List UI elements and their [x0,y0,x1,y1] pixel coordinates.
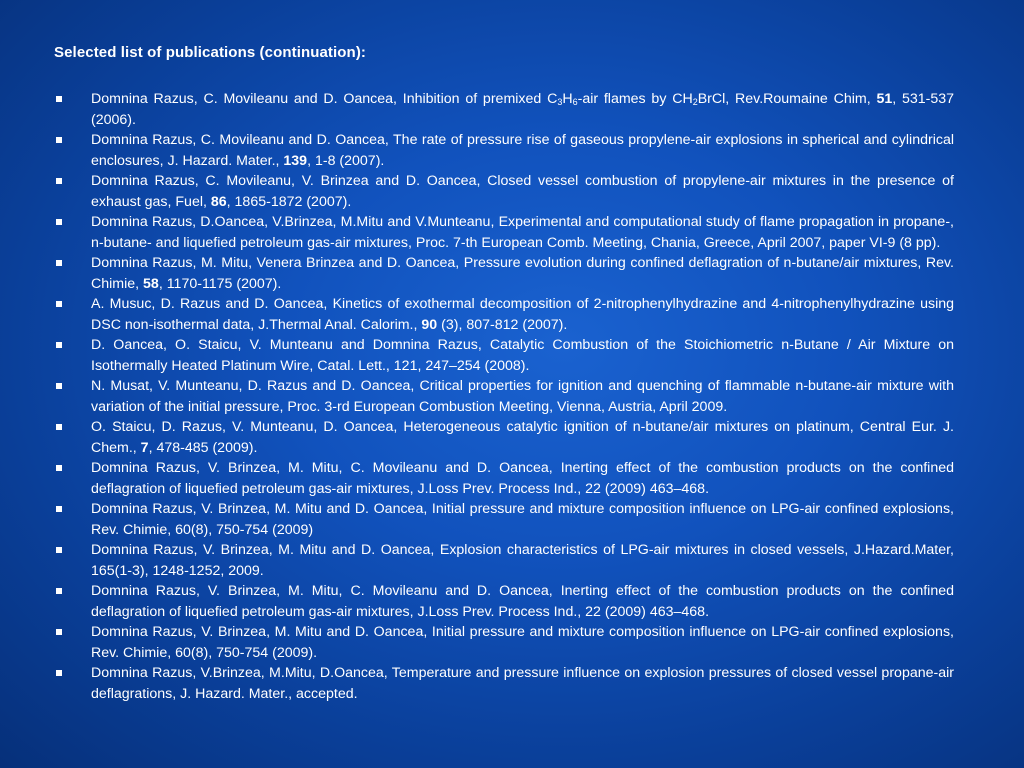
publication-text: Domnina Razus, D.Oancea, V.Brinzea, M.Mitu and V.Munteanu, Experimental and computational study of flame propagation in propane-, n-butane- and liquefied petroleum gas-air mixtures, Proc. 7-th European Comb. Meeting, Chania, Greece, April 2007, paper VI-9 (8 pp). [91,214,954,251]
volume-number: 90 [421,316,438,333]
publication-list [54,89,954,704]
list-item [54,253,954,294]
bullet-icon [56,301,62,307]
publication-text: N. Musat, V. Munteanu, D. Razus and D. Oancea, Critical properties for ignition and quenching of flammable n-butane-air mixture with variation of the initial pressure, Proc. 3-rd European Combustion Meeting, Vienna, Austria, April 2009. [91,378,954,415]
bullet-icon [56,96,62,102]
list-item [54,294,954,335]
bullet-icon [56,465,62,471]
bullet-icon [56,547,62,553]
bullet-icon [56,137,62,143]
publication-text: Domnina Razus, V. Brinzea, M. Mitu and D. Oancea, Explosion characteristics of LPG-air mixtures in closed vessels, J.Hazard.Mater, 165(1-3), 1248-1252, 2009. [91,542,954,579]
publication-text: D. Oancea, O. Staicu, V. Munteanu and Domnina Razus, Catalytic Combustion of the Stoichiometric n-Butane / Air Mixture on Isothermally Heated Platinum Wire, Catal. Lett., 121, 247–254 (2008). [91,337,954,374]
publication-text: Domnina Razus, V. Brinzea, M. Mitu and D. Oancea, Initial pressure and mixture composition influence on LPG-air confined explosions, Rev. Chimie, 60(8), 750-754 (2009). [91,624,954,661]
volume-number: 7 [140,439,149,456]
publication-text: Domnina Razus, C. Movileanu, V. Brinzea and D. Oancea, Closed vessel combustion of propylene-air mixtures in the presence of exhaust gas, Fuel, 86, 1865-1872 (2007). [91,173,954,210]
bullet-icon [56,506,62,512]
list-item [54,417,954,458]
list-item [54,212,954,253]
publication-text: Domnina Razus, V. Brinzea, M. Mitu, C. Movileanu and D. Oancea, Inerting effect of the combustion products on the confined deflagration of liquefied petroleum gas-air mixtures, J.Loss Prev. Process Ind., 22 (2009) 463–468. [91,583,954,620]
list-item [54,540,954,581]
bullet-icon [56,178,62,184]
list-item [54,499,954,540]
volume-number: 58 [143,275,159,292]
volume-number: 86 [210,193,227,210]
bullet-icon [56,383,62,389]
list-item [54,376,954,417]
bullet-icon [56,342,62,348]
publication-text: Domnina Razus, V. Brinzea, M. Mitu, C. Movileanu and D. Oancea, Inerting effect of the combustion products on the confined deflagration of liquefied petroleum gas-air mixtures, J.Loss Prev. Process Ind., 22 (2009) 463–468. [91,460,954,497]
bullet-icon [56,629,62,635]
publication-text: Domnina Razus, C. Movileanu and D. Oancea, The rate of pressure rise of gaseous propylene-air explosions in spherical and cylindrical enclosures, J. Hazard. Mater., 139, 1-8 (2007). [91,132,954,169]
list-item [54,458,954,499]
volume-number: 139 [283,152,308,169]
bullet-icon [56,588,62,594]
publication-text: Domnina Razus, V. Brinzea, M. Mitu and D. Oancea, Initial pressure and mixture composition influence on LPG-air confined explosions, Rev. Chimie, 60(8), 750-754 (2009) [91,501,954,538]
publication-text: Domnina Razus, M. Mitu, Venera Brinzea and D. Oancea, Pressure evolution during confined deflagration of n-butane/air mixtures, Rev. Chimie, 58, 1170-1175 (2007). [91,255,954,292]
publication-text: Domnina Razus, V.Brinzea, M.Mitu, D.Oancea, Temperature and pressure influence on explosion pressures of closed vessel propane-air deflagrations, J. Hazard. Mater., accepted. [91,665,954,702]
volume-number: 51 [876,91,893,107]
page-title: Selected list of publications (continuation): [54,44,367,61]
list-item [54,622,954,663]
list-item [54,130,954,171]
list-item [54,663,954,704]
list-item [54,171,954,212]
list-item [54,89,954,130]
bullet-icon [56,219,62,225]
list-item [54,335,954,376]
publication-text: Domnina Razus, C. Movileanu and D. Oancea, Inhibition of premixed $C_3H_6$-air flames by $CH_2BrCl$, Rev.Roumaine Chim, 51, 531-537 (2006). [91,91,955,128]
bullet-icon [56,670,62,676]
bullet-icon [56,260,62,266]
publication-text: O. Staicu, D. Razus, V. Munteanu, D. Oancea, Heterogeneous catalytic ignition of n-butane/air mixtures on platinum, Central Eur. J. Chem., 7, 478-485 (2009). [91,419,954,456]
bullet-icon [56,424,62,430]
publication-text: A. Musuc, D. Razus and D. Oancea, Kinetics of exothermal decomposition of 2-nitrophenylhydrazine and 4-nitrophenylhydrazine using DSC non-isothermal data, J.Thermal Anal. Calorim., 90 (3), 807-812 (2007). [91,296,954,333]
list-item [54,581,954,622]
